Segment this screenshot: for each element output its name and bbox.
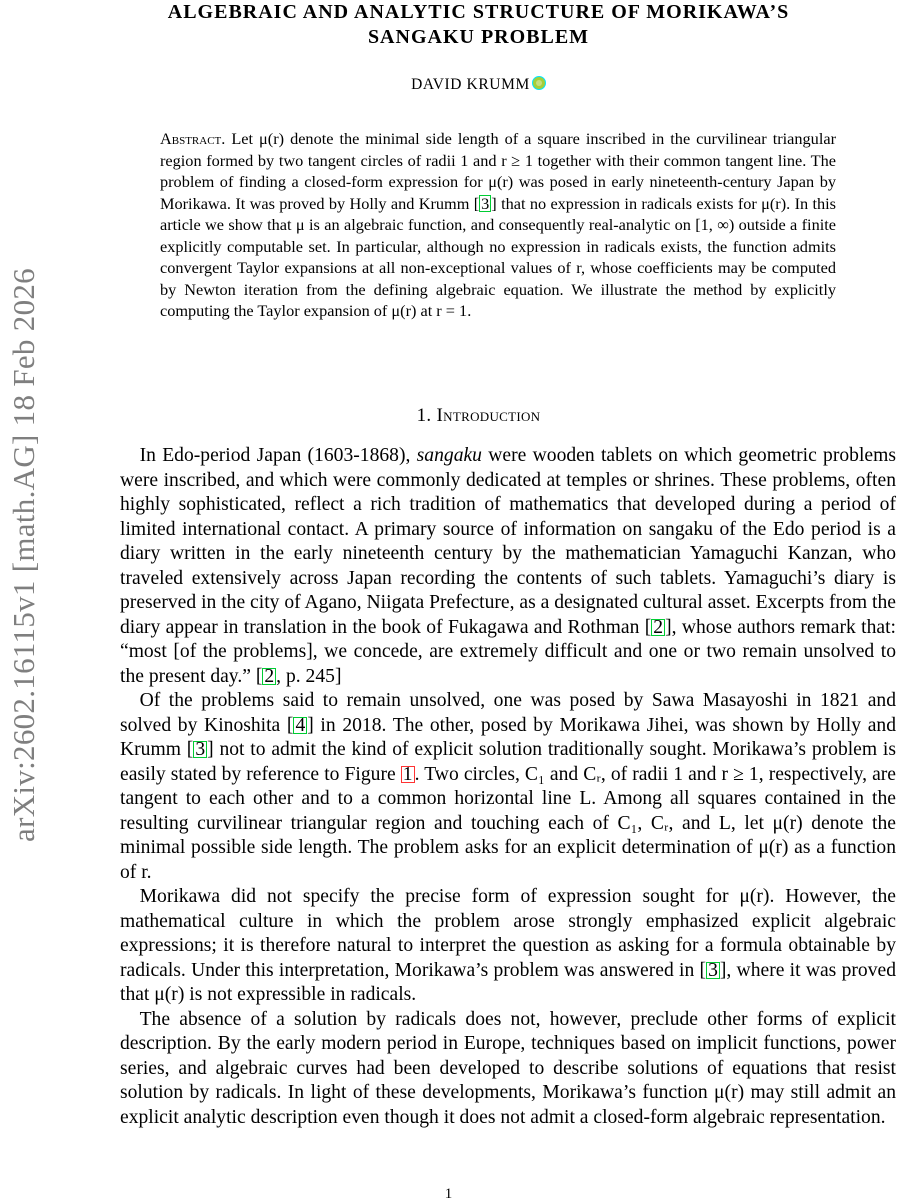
arxiv-side-stamp bbox=[4, 200, 44, 910]
introduction-body bbox=[120, 444, 896, 1130]
author-line bbox=[120, 76, 837, 94]
paragraph-3 bbox=[120, 885, 896, 1008]
p3-text-b: ], where it was proved that μ(r) is not expressible in radicals. bbox=[120, 959, 896, 1005]
citation-link-4[interactable]: 4 bbox=[295, 714, 306, 736]
abstract: Abstract. Let μ(r) denote the minimal side length of a square inscribed in the curvilinear triangular region formed by two tangent circles of radii 1 and r ≥ 1 together with their common tangent line. The problem of finding a closed-form expression for μ(r) was posed in early nineteenth-century Japan by Morikawa. It was proved by Holly and Krumm [ 3 ] that no expression in radicals exists for μ(r). In this article we show that μ is an algebraic function, and consequently real-analytic on [1, ∞) outside a finite explicitly computable set. In particular, although no expression in radicals exists, the function admits convergent Taylor expansions at all non-exceptional values of r, whose coefficients may be computed by Newton iteration from the defining algebraic equation. We illustrate the method by explicitly computing the Taylor expansion of μ(r) at r = 1. bbox=[160, 129, 836, 320]
citation-link-3b[interactable]: 3 bbox=[195, 739, 206, 760]
paragraph-2: Of the problems said to remain unsolved, one was posed by Sawa Masayoshi in 1821 and solved by Kinoshita [ 4 ] in 2018. The other, posed by Morikawa Jihei, was shown by Holly and Krumm [ 3 ] not to admit the kind of explicit solution traditionally sought. Morikawa’s problem is easily stated by reference to Figure 1 . Two circles, C₁ and Cᵣ, of radii 1 and r ≥ 1, respectively, are tangent to each other and to a common horizontal line L. Among all squares contained in the resulting curvilinear triangular region and touching each of C₁, Cᵣ, and L, let μ(r) denote the minimal possible side length. The problem asks for an explicit determination of μ(r) as a function of r. bbox=[120, 690, 897, 883]
section-title: Introduction bbox=[436, 405, 541, 426]
p2-text-c: not to admit the kind of explicit solution traditionally sought. Morikawa’s problem is easily stated by reference to Figure bbox=[120, 739, 897, 785]
p2-text-b: in 2018. The other, posed by Morikawa Jihei, was shown by Holly and Krumm bbox=[120, 714, 896, 760]
paragraph-4 bbox=[120, 1008, 896, 1131]
section-number: 1. bbox=[416, 405, 432, 426]
title-line-2: SANGAKU PROBLEM bbox=[367, 26, 590, 48]
author-name: DAVID KRUMM bbox=[411, 76, 530, 93]
abstract-text-1: Let μ(r) denote the minimal side length of a square inscribed in the curvilinear triangular region formed by two tangent circles of radii 1 and r ≥ 1 together with their common tangent line. The problem of finding a closed-form expression for μ(r) was posed in early nineteenth-century Japan by Morikawa. It was proved by Holly and Krumm bbox=[160, 129, 836, 213]
orcid-icon[interactable] bbox=[532, 76, 546, 90]
citation-link-3c[interactable]: 3 bbox=[708, 959, 718, 981]
p4-text-a: The absence of a solution by radicals does not, however, preclude other forms of explicit description. By the early modern period in Europe, techniques based on implicit functions, power series, and algebraic curves had been developed to describe solutions of equations that resist solution by radicals. In light of these developments, Morikawa’s function μ(r) may still admit an explicit analytic description even though it does not admit a closed-form algebraic representation. bbox=[120, 1008, 896, 1128]
p1-text-b: were wooden tablets on which geometric problems were inscribed, and which were commonly dedicated at temples or shrines. These problems, often highly sophisticated, reflect a rich tradition of mathematics that developed during a period of limited international contact. A primary source of information on sangaku of the Edo period is a diary written in the early nineteenth century by the mathematician Yamaguchi Kanzan, who traveled extensively across Japan recording the contents of such tablets. Yamaguchi’s diary is preserved in the city of Agano, Niigata Prefecture, as a designated cultural asset. Excerpts from the diary appear in translation in the book of Fukagawa and Rothman bbox=[120, 445, 896, 638]
citation-link-2b[interactable]: 2 bbox=[264, 665, 275, 687]
page-number: 1 bbox=[444, 1186, 453, 1202]
abstract-text-2: that no expression in radicals exists for μ(r). In this article we show that μ is an algebraic function, and consequently real-analytic on [1, ∞) outside a finite explicitly computable set. In particular, although no expression in radicals exists, the function admits convergent Taylor expansions at all non-exceptional values of r, whose coefficients may be computed by Newton iteration from the defining algebraic equation. We illustrate the method by explicitly computing the Taylor expansion of μ(r) at r = 1. bbox=[160, 193, 836, 320]
p3-text-a: Morikawa did not specify the precise form of expression sought for μ(r). However, the mathematical culture in which the problem arose strongly emphasized explicit algebraic expressions; it is therefore natural to interpret the question as asking for a formula obtainable by radicals. Under this interpretation, Morikawa’s problem was answered in [ bbox=[120, 886, 896, 981]
p1-text-c: , whose authors remark that: “most [of the problems], we concede, are extremely difficult and one or two remain unsolved to the present day.” [ bbox=[120, 616, 896, 687]
p1-text-d: , p. 245] bbox=[276, 665, 342, 687]
p1-emphasis: sangaku bbox=[416, 445, 482, 466]
arxiv-identifier: arXiv:2602.16115v1 [math.AG] 18 Feb 2026 bbox=[6, 268, 41, 842]
title-line-1: ALGEBRAIC AND ANALYTIC STRUCTURE OF MORIKAWA’S bbox=[167, 1, 790, 23]
p2-text-a: Of the problems said to remain unsolved, one was posed by Sawa Masayoshi in 1821 and solved by Kinoshita bbox=[120, 690, 896, 736]
paper-title bbox=[120, 0, 837, 50]
section-heading bbox=[120, 405, 837, 427]
citation-link-2[interactable]: 2 bbox=[653, 616, 664, 638]
paragraph-1: In Edo-period Japan (1603-1868), sangaku were wooden tablets on which geometric problems were inscribed, and which were commonly dedicated at temples or shrines. These problems, often highly sophisticated, reflect a rich tradition of mathematics that developed during a period of limited international contact. A primary source of information on sangaku of the Edo period is a diary written in the early nineteenth century by the mathematician Yamaguchi Kanzan, who traveled extensively across Japan recording the contents of such tablets. Yamaguchi’s diary is preserved in the city of Agano, Niigata Prefecture, as a designated cultural asset. Excerpts from the diary appear in translation in the book of Fukagawa and Rothman [ 2 ], whose authors remark that: “most [of the problems], we concede, are extremely difficult and one or two remain unsolved to the present day.” [ 2 , p. 245] bbox=[120, 445, 896, 687]
citation-link-3[interactable]: 3 bbox=[481, 193, 490, 213]
figure-link-1[interactable]: 1 bbox=[402, 763, 413, 785]
abstract-label: Abstract. bbox=[160, 129, 226, 148]
p2-text-d: . Two circles, C₁ and Cᵣ, of radii 1 and r ≥ 1, respectively, are tangent to each other and to a common horizontal line L. Among all squares contained in the resulting curvilinear triangular region and touching each of C₁, Cᵣ, and L, let μ(r) denote the minimal possible side length. The problem asks for an explicit determination of μ(r) as a function of r. bbox=[120, 763, 896, 883]
p1-text-a: In Edo-period Japan (1603-1868), bbox=[139, 445, 417, 466]
